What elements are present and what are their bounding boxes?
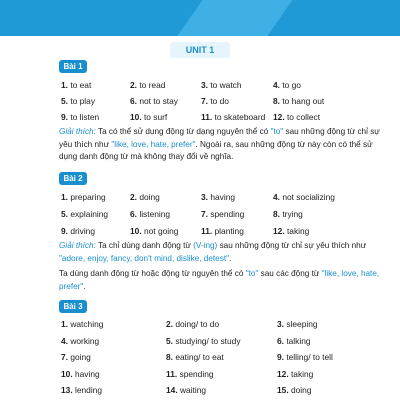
explanation-text: . bbox=[229, 253, 232, 263]
answer-item: 9. driving bbox=[61, 226, 95, 236]
bai1-explanation bbox=[59, 126, 389, 164]
answer-item: 10. not going bbox=[130, 226, 179, 236]
note-text: . bbox=[83, 281, 86, 291]
explanation-label: Giải thích: bbox=[59, 127, 96, 136]
explanation-text: sau những động từ chỉ sự yêu thích như bbox=[217, 241, 367, 250]
answer-item: 1. preparing bbox=[61, 192, 106, 202]
answer-item: 4. not socializing bbox=[273, 192, 335, 202]
highlight-text: "like, love, hate, prefer" bbox=[59, 269, 380, 291]
answer-item: 1. watching bbox=[61, 319, 104, 329]
answer-item: 3. to watch bbox=[201, 80, 242, 90]
section-badge-bai2: Bài 2 bbox=[59, 172, 87, 185]
answer-item: 10. having bbox=[61, 369, 100, 379]
answer-item: 8. trying bbox=[273, 209, 303, 219]
bai2-note bbox=[59, 268, 389, 293]
note-text: sau các động từ bbox=[258, 269, 322, 278]
answer-item: 5. explaining bbox=[61, 209, 109, 219]
explanation-text: sau những động từ chỉ sự yêu thích như bbox=[59, 127, 380, 149]
answer-item: 2. to read bbox=[130, 80, 166, 90]
answer-item: 15. doing bbox=[277, 385, 312, 395]
answer-item: 8. eating/ to eat bbox=[166, 352, 224, 362]
answer-item: 12. taking bbox=[277, 369, 314, 379]
highlight-text: (V-ing) bbox=[193, 241, 218, 250]
explanation-text: . Ngoài ra, sau những động từ này còn có thể sử dụng danh động từ mà không thay đổi về nghĩa. bbox=[59, 139, 373, 161]
answer-item: 11. spending bbox=[166, 369, 214, 379]
answer-item: 9. telling/ to tell bbox=[277, 352, 333, 362]
explanation-label: Giải thích: bbox=[59, 241, 96, 250]
section-badge-bai1: Bài 1 bbox=[59, 60, 87, 73]
answer-item: 7. to do bbox=[201, 96, 229, 106]
unit-title: UNIT 1 bbox=[170, 42, 230, 58]
header-banner bbox=[0, 0, 400, 36]
answer-item: 2. doing/ to do bbox=[166, 319, 220, 329]
answer-item: 12. to collect bbox=[273, 112, 321, 122]
answer-item: 6. talking bbox=[277, 336, 311, 346]
highlight-text: "adore, enjoy, fancy, don't mind, dislike, detest" bbox=[59, 253, 230, 263]
explanation-text: Ta có thể sử dụng động từ dạng nguyên thể có bbox=[95, 127, 271, 136]
highlight-text: "to" bbox=[245, 269, 259, 278]
answer-item: 8. to hang out bbox=[273, 96, 325, 106]
answer-item: 4. to go bbox=[273, 80, 301, 90]
section-badge-bai3: Bài 3 bbox=[59, 300, 87, 313]
answer-item: 2. doing bbox=[130, 192, 160, 202]
answer-item: 3. sleeping bbox=[277, 319, 318, 329]
answer-item: 1. to eat bbox=[61, 80, 92, 90]
highlight-text: "like, love, hate, prefer" bbox=[111, 139, 196, 149]
answer-item: 12. taking bbox=[273, 226, 310, 236]
explanation-text: Ta chỉ dùng danh động từ bbox=[95, 241, 194, 250]
highlight-text: "to" bbox=[270, 127, 284, 136]
answer-item: 3. having bbox=[201, 192, 236, 202]
answer-item: 6. not to stay bbox=[130, 96, 178, 106]
answer-item: 7. spending bbox=[201, 209, 245, 219]
answer-item: 5. to play bbox=[61, 96, 96, 106]
answer-item: 13. lending bbox=[61, 385, 102, 395]
bai2-explanation bbox=[59, 240, 389, 265]
note-text: Ta dùng danh động từ hoặc động từ nguyên thể có bbox=[59, 269, 246, 278]
answer-item: 10. to surf bbox=[130, 112, 168, 122]
answer-item: 4. working bbox=[61, 336, 100, 346]
answer-item: 11. to skateboard bbox=[201, 112, 266, 122]
answer-item: 14. waiting bbox=[166, 385, 207, 395]
answer-item: 9. to listen bbox=[61, 112, 100, 122]
answer-item: 7. going bbox=[61, 352, 91, 362]
answer-item: 11. planting bbox=[201, 226, 244, 236]
answer-item: 6. listening bbox=[130, 209, 171, 219]
answer-item: 5. studying/ to study bbox=[166, 336, 241, 346]
